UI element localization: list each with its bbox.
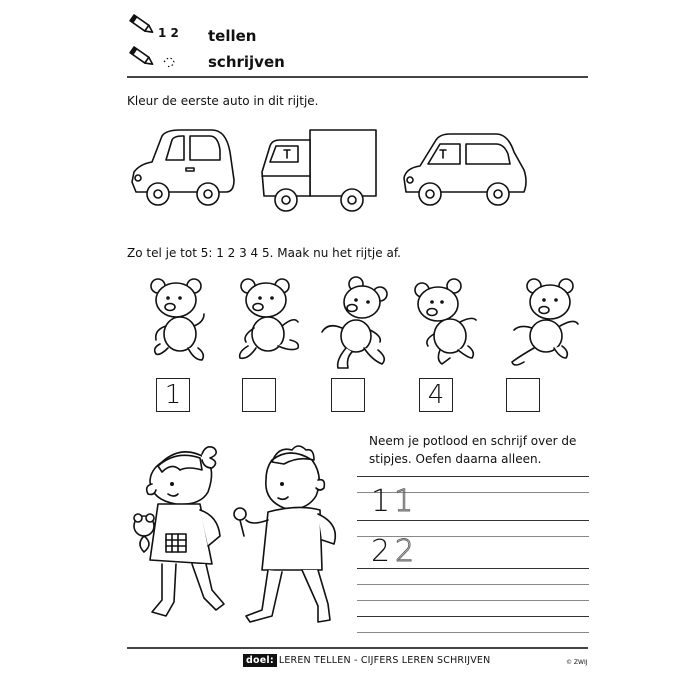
writing-line [357,536,589,537]
writing-line [357,584,589,585]
count-box-1[interactable]: 1 [156,378,190,412]
count-box-3[interactable] [331,378,365,412]
writing-line [357,568,589,569]
exercise1-instruction: Kleur de eerste auto in dit rijtje. [127,94,319,108]
goal-text: LEREN TELLEN - CIJFERS LEREN SCHRIJVEN [278,655,491,666]
count-box-2[interactable] [242,378,276,412]
header-counting-label: tellen [208,27,257,45]
car-1-illustration[interactable] [126,122,238,214]
count-box-4[interactable]: 4 [419,378,453,412]
writing-line [357,632,589,633]
writing-line [357,600,589,601]
bear-1-illustration [146,276,210,368]
bear-4-illustration [410,278,482,368]
example-digit-1: 1 [371,484,391,519]
example-digit-2: 2 [371,534,391,569]
exercise3-instruction-line1: Neem je potlood en schrijf over de [369,434,577,448]
writing-line [357,476,589,477]
copyright-text: © ZWIJ [566,659,588,666]
goal-label: doel: [243,654,277,667]
children-illustration [122,440,352,640]
exercise3-instruction-line2: stipjes. Oefen daarna alleen. [369,452,542,466]
writing-line [357,616,589,617]
bear-5-illustration [504,276,582,370]
car-3-illustration [400,126,532,214]
header-writing-label: schrijven [208,53,285,71]
footer-divider [127,647,588,649]
footer-goal [243,655,490,666]
exercise2-instruction: Zo tel je tot 5: 1 2 3 4 5. Maak nu het rijtje af. [127,246,401,260]
writing-line [357,492,589,493]
truck-illustration [258,124,382,216]
bear-2-illustration [234,276,304,368]
counting-symbol: 1 2 [158,26,179,40]
traced-digit-2[interactable]: 2 [395,534,415,569]
bear-3-illustration [316,276,392,372]
count-box-5[interactable] [506,378,540,412]
writing-lines-area[interactable] [357,476,589,632]
writing-line [357,520,589,521]
pencil-writing-icon [128,44,178,74]
traced-digit-1[interactable]: 1 [394,484,414,519]
header-divider [127,76,588,78]
